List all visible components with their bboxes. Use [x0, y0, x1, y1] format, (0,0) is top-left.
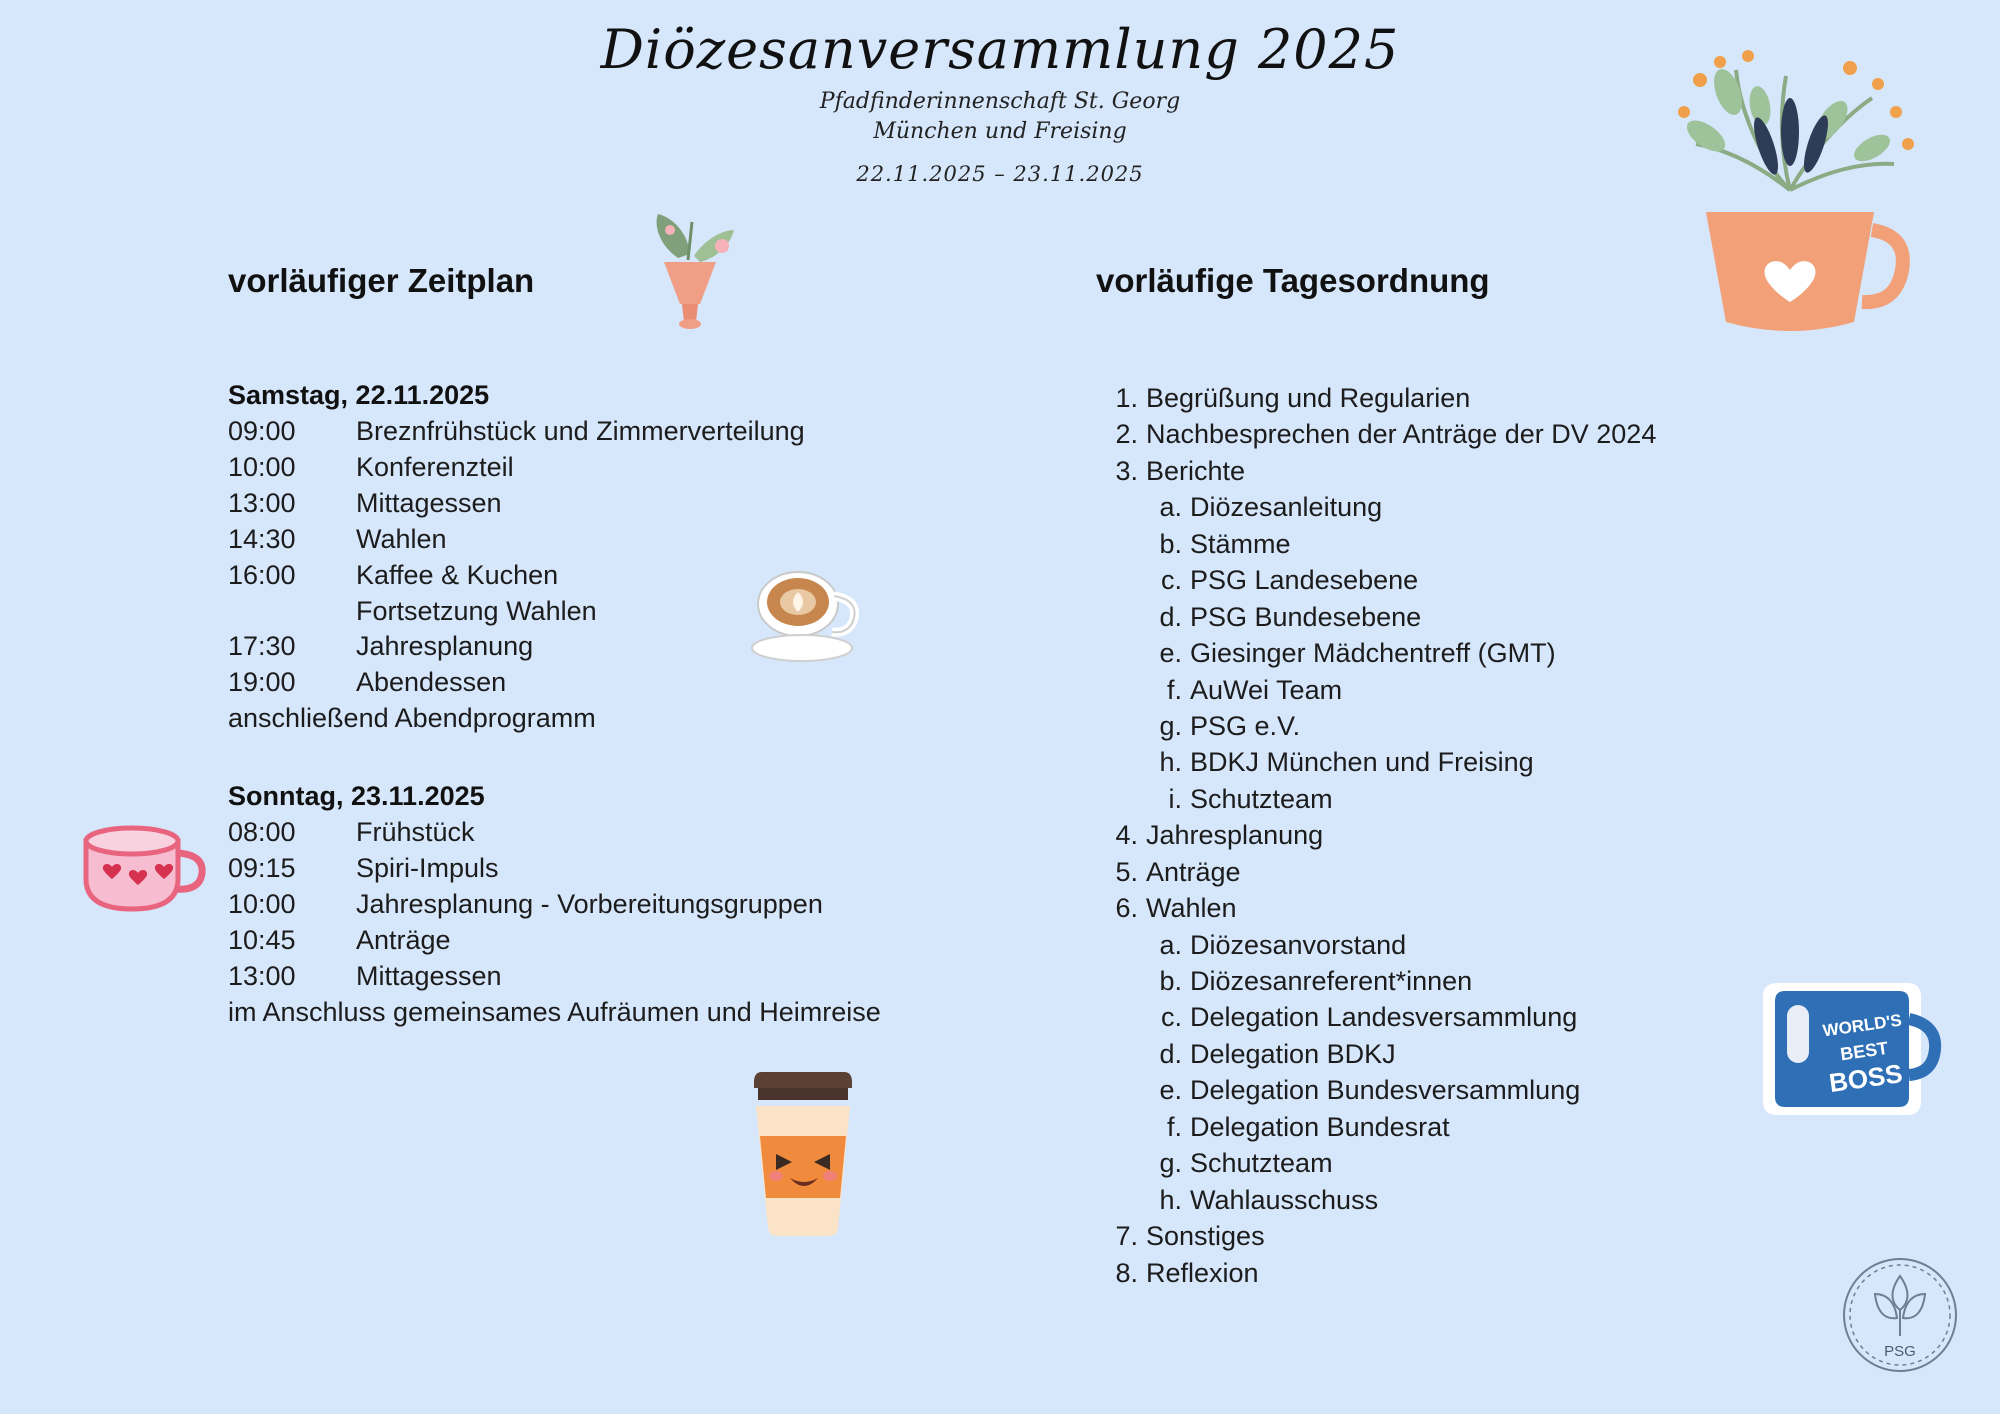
svg-text:WORLD'S: WORLD'S: [1821, 1010, 1903, 1041]
schedule-day-block: [228, 781, 1028, 1030]
agenda-subitem: [1096, 635, 1896, 671]
agenda-item-row: [1096, 1255, 1896, 1291]
schedule-time: 16:00: [228, 559, 296, 590]
schedule-day-footer: im Anschluss gemeinsames Aufräumen und Heimreise: [228, 996, 881, 1027]
agenda-subitem-number: b.: [1159, 528, 1182, 559]
agenda-subitem-label: PSG e.V.: [1190, 710, 1301, 741]
agenda-subitem-number: e.: [1159, 638, 1182, 669]
schedule-day-title: Sonntag, 23.11.2025: [228, 781, 485, 812]
agenda-subitem-number: c.: [1160, 565, 1182, 596]
agenda-subitem-label: PSG Landesebene: [1190, 565, 1419, 596]
agenda-item: [1096, 1218, 1896, 1254]
agenda-subitem: [1096, 526, 1896, 562]
agenda-subitem-label: Delegation Landesversammlung: [1190, 1002, 1578, 1033]
agenda-item-row: [1096, 890, 1896, 926]
agenda-item: [1096, 380, 1896, 416]
agenda-subitem-number: h.: [1159, 1184, 1182, 1215]
schedule-time: 10:00: [228, 451, 296, 482]
schedule-row: [228, 815, 1028, 851]
schedule-row: [228, 450, 1028, 486]
schedule-row: [228, 486, 1028, 522]
schedule-time: 10:00: [228, 888, 296, 919]
agenda-subitem-label: Stämme: [1190, 528, 1291, 559]
agenda-subitem-number: d.: [1159, 601, 1182, 632]
schedule-row: [228, 629, 1028, 665]
agenda-subitem-number: f.: [1166, 1111, 1182, 1142]
agenda-subitem: [1096, 1182, 1896, 1218]
schedule-row: [228, 851, 1028, 887]
agenda-item-number: 7.: [1115, 1221, 1138, 1252]
agenda-subitem-label: Diözesanreferent*innen: [1190, 966, 1473, 996]
schedule-time: 09:00: [228, 416, 296, 446]
agenda-subitem-number: b.: [1159, 966, 1182, 996]
agenda-subitem-number: g.: [1159, 710, 1182, 741]
svg-text:BEST: BEST: [1838, 1037, 1890, 1065]
schedule-row: [228, 558, 1028, 594]
agenda-subitem-label: Delegation Bundesversammlung: [1190, 1075, 1581, 1106]
agenda-heading: vorläufige Tagesordnung: [1096, 262, 1490, 299]
schedule-row: [228, 414, 1028, 450]
psg-logo-icon: [1835, 1250, 1965, 1385]
schedule-day-title: Samstag, 22.11.2025: [228, 380, 490, 410]
agenda-subitem-number: a.: [1159, 492, 1182, 523]
agenda-item-label: Wahlen: [1146, 893, 1237, 924]
schedule-activity: Abendessen: [356, 667, 507, 698]
agenda-subitem-label: Delegation BDKJ: [1190, 1038, 1396, 1069]
agenda-subitem-label: Delegation Bundesrat: [1190, 1111, 1450, 1142]
schedule-row: [228, 522, 1028, 558]
agenda-item-label: Anträge: [1146, 856, 1241, 887]
agenda-item-number: 6.: [1115, 893, 1138, 924]
page-title: Diözesanversammlung 2025: [600, 18, 1400, 81]
agenda-subitem-number: d.: [1159, 1038, 1182, 1069]
schedule-row: [228, 887, 1028, 923]
agenda-subitem-label: Diözesanvorstand: [1190, 929, 1407, 960]
agenda-item-row: [1096, 1218, 1896, 1254]
schedule-day-footer: anschließend Abendprogramm: [228, 703, 596, 734]
schedule-column: [228, 262, 1028, 1075]
schedule-time: 08:00: [228, 817, 296, 848]
agenda-list: [1096, 380, 1896, 1291]
schedule-row: [228, 923, 1028, 959]
agenda-item-number: 1.: [1115, 383, 1138, 413]
schedule-activity: Jahresplanung: [356, 631, 534, 662]
schedule-activity: Mittagessen: [356, 487, 502, 518]
schedule-time: 13:00: [228, 960, 296, 991]
agenda-subitem-number: c.: [1160, 1002, 1182, 1033]
latte-cup-icon: [740, 560, 870, 675]
schedule-time: 13:00: [228, 487, 296, 518]
schedule-activity: Kaffee & Kuchen: [356, 559, 559, 590]
agenda-item-number: 8.: [1115, 1257, 1138, 1288]
organization-line-1: Pfadfinderinnenschaft St. Georg: [819, 89, 1181, 114]
agenda-subitem: [1096, 489, 1896, 525]
agenda-item-number: 2.: [1115, 419, 1138, 450]
agenda-subitem-label: Wahlausschuss: [1190, 1184, 1379, 1215]
schedule-activity: Breznfrühstück und Zimmerverteilung: [356, 416, 805, 446]
agenda-item-row: [1096, 416, 1896, 452]
agenda-item-number: 5.: [1115, 856, 1138, 887]
event-dates: 22.11.2025 – 23.11.2025: [856, 162, 1144, 187]
agenda-sublist: [1096, 489, 1896, 817]
agenda-item-row: [1096, 453, 1896, 489]
agenda-item: [1096, 854, 1896, 890]
agenda-subitem-number: a.: [1159, 929, 1182, 960]
schedule-time: 19:00: [228, 667, 296, 698]
agenda-item-row: [1096, 380, 1896, 416]
agenda-subitem-label: Giesinger Mädchentreff (GMT): [1190, 638, 1556, 669]
agenda-subitem: [1096, 562, 1896, 598]
schedule-row: [228, 959, 1028, 995]
flower-vase-icon: [618, 200, 758, 335]
agenda-subitem-label: BDKJ München und Freising: [1190, 747, 1534, 778]
worlds-best-boss-mug-icon: [1755, 965, 1945, 1140]
smiling-coffee-cup-icon: [718, 1050, 888, 1245]
agenda-subitem-number: e.: [1159, 1075, 1182, 1106]
agenda-item-label: Jahresplanung: [1146, 820, 1324, 851]
schedule-activity: Jahresplanung - Vorbereitungsgruppen: [356, 888, 823, 919]
schedule-row: [228, 665, 1028, 701]
potted-plant-icon: [1640, 40, 1940, 355]
svg-text:PSG: PSG: [1884, 1343, 1916, 1360]
heart-mug-icon: [68, 815, 213, 930]
agenda-item: [1096, 453, 1896, 817]
schedule-list: [228, 380, 1028, 1031]
agenda-subitem-label: PSG Bundesebene: [1190, 601, 1422, 632]
agenda-subitem: [1096, 927, 1896, 963]
agenda-item-number: 3.: [1115, 455, 1138, 486]
agenda-item: [1096, 1255, 1896, 1291]
agenda-item-label: Begrüßung und Regularien: [1146, 383, 1471, 413]
agenda-item-label: Reflexion: [1146, 1257, 1259, 1288]
agenda-subitem: [1096, 744, 1896, 780]
schedule-activity: Spiri-Impuls: [356, 853, 499, 884]
schedule-activity: Mittagessen: [356, 960, 502, 991]
agenda-item-label: Sonstiges: [1146, 1221, 1265, 1252]
schedule-time: 09:15: [228, 853, 296, 884]
schedule-row-continuation: Fortsetzung Wahlen: [356, 595, 597, 626]
agenda-item-label: Berichte: [1146, 455, 1246, 486]
schedule-time: 17:30: [228, 631, 296, 662]
agenda-subitem-number: g.: [1159, 1148, 1182, 1179]
agenda-subitem-label: AuWei Team: [1190, 674, 1343, 705]
organization-line-2: München und Freising: [873, 118, 1127, 144]
agenda-item: [1096, 817, 1896, 853]
schedule-time: 14:30: [228, 523, 296, 554]
schedule-activity: Konferenzteil: [356, 451, 514, 482]
agenda-item-row: [1096, 817, 1896, 853]
agenda-subitem: [1096, 672, 1896, 708]
svg-text:BOSS: BOSS: [1827, 1058, 1905, 1099]
agenda-subitem: [1096, 599, 1896, 635]
agenda-subitem-number: f.: [1166, 674, 1182, 705]
schedule-activity: Frühstück: [356, 817, 475, 848]
agenda-subitem-label: Schutzteam: [1190, 783, 1333, 814]
agenda-subitem: [1096, 708, 1896, 744]
agenda-subitem-number: h.: [1159, 747, 1182, 778]
schedule-activity: Anträge: [356, 924, 451, 955]
agenda-subitem-label: Schutzteam: [1190, 1148, 1333, 1179]
agenda-item-number: 4.: [1115, 820, 1138, 851]
agenda-item-row: [1096, 854, 1896, 890]
agenda-subitem-label: Diözesanleitung: [1190, 492, 1383, 523]
agenda-subitem: [1096, 781, 1896, 817]
agenda-item-label: Nachbesprechen der Anträge der DV 2024: [1146, 419, 1657, 450]
agenda-subitem: [1096, 1145, 1896, 1181]
schedule-time: 10:45: [228, 924, 296, 955]
agenda-subitem-number: i.: [1168, 783, 1182, 814]
agenda-item: [1096, 416, 1896, 452]
schedule-activity: Wahlen: [356, 523, 447, 554]
schedule-heading: vorläufiger Zeitplan: [228, 262, 535, 299]
schedule-day-block: [228, 380, 1028, 737]
